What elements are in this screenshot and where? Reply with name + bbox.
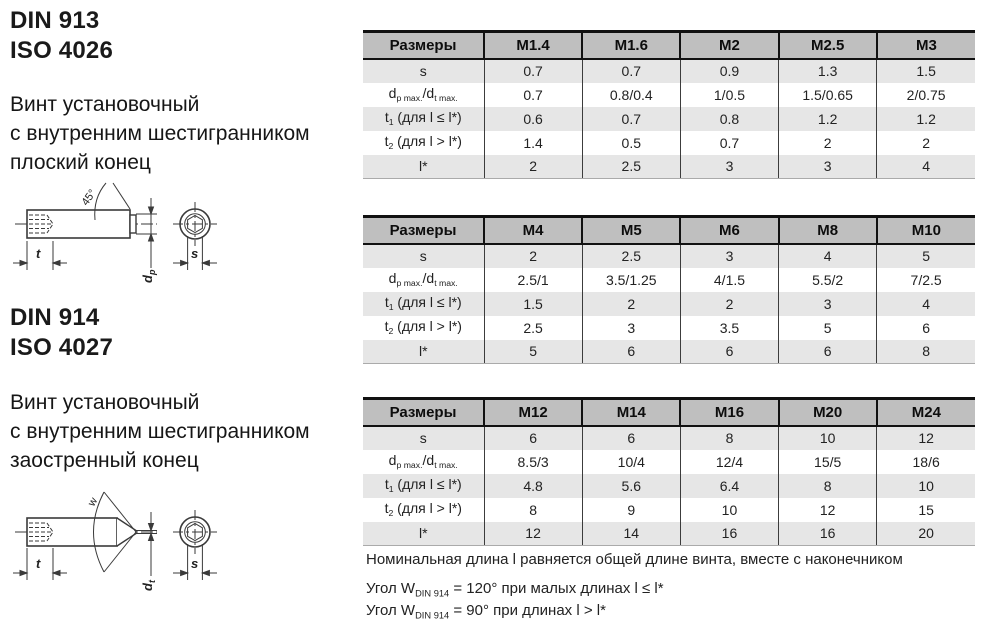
- dimensions-table-m1-4-to-m3: [363, 30, 975, 179]
- value-cell: 1.5/0.65: [779, 83, 877, 107]
- col-header-size: M5: [582, 217, 680, 244]
- value-cell: 5: [484, 340, 582, 364]
- table-row: [363, 522, 975, 546]
- subscript-segment: 1: [388, 117, 394, 128]
- screw-end-view: [173, 510, 217, 554]
- table-row: [363, 498, 975, 522]
- screw-cone-tip: [117, 518, 136, 546]
- standards-block-2: [10, 303, 113, 363]
- value-cell: 3: [680, 244, 778, 268]
- description-line: с внутренним шестигранником: [10, 420, 310, 443]
- value-cell: 2.5: [484, 316, 582, 340]
- value-cell: 10: [680, 498, 778, 522]
- cone-angle-label: w: [85, 495, 101, 509]
- subscript-segment: t max.: [434, 278, 458, 289]
- text-segment: (для l > l*): [393, 133, 462, 150]
- text-segment: Угол W: [366, 602, 416, 619]
- text-segment: t: [384, 318, 389, 335]
- value-cell: 1.4: [484, 131, 582, 155]
- row-label: [363, 498, 484, 522]
- dim-dp: [136, 198, 157, 268]
- dim-dt-label: $d_t$: [140, 580, 157, 591]
- subscript-segment: p max.: [396, 93, 423, 104]
- cone-point-set-screw-drawing: [5, 480, 240, 595]
- value-cell: 5: [779, 316, 877, 340]
- value-cell: 2.5: [582, 155, 680, 179]
- screw-flat-tip: [130, 215, 136, 233]
- col-header-size: M6: [680, 217, 778, 244]
- text-segment: d: [388, 452, 397, 469]
- value-cell: 18/6: [877, 450, 975, 474]
- table-header-row: [363, 399, 975, 426]
- value-cell: 0.7: [484, 59, 582, 83]
- subscript-segment: p max.: [396, 460, 423, 471]
- value-cell: 6.4: [680, 474, 778, 498]
- text-segment: s: [419, 63, 427, 79]
- row-label: [363, 474, 484, 498]
- value-cell: 4: [877, 292, 975, 316]
- table-row: [363, 474, 975, 498]
- col-header-size: M4: [484, 217, 582, 244]
- value-cell: 6: [680, 340, 778, 364]
- text-segment: Номинальная длина l равняется общей длине винта, вместе с наконечником: [366, 551, 903, 568]
- row-label: [363, 450, 484, 474]
- col-header-sizes: Размеры: [363, 32, 484, 59]
- text-segment: s: [419, 430, 427, 446]
- table-row: [363, 155, 975, 179]
- dimensions-table-m4-to-m10: [363, 215, 975, 364]
- col-header-sizes: Размеры: [363, 399, 484, 426]
- value-cell: 4: [779, 244, 877, 268]
- value-cell: 15/5: [779, 450, 877, 474]
- text-segment: Угол W: [366, 580, 416, 597]
- text-segment: s: [419, 248, 427, 264]
- subscript-segment: p max.: [396, 278, 423, 289]
- value-cell: 7/2.5: [877, 268, 975, 292]
- text-segment: d: [388, 85, 397, 102]
- value-cell: 0.9: [680, 59, 778, 83]
- text-segment: l*: [418, 525, 428, 542]
- text-segment: (для l ≤ l*): [393, 476, 462, 493]
- table-row: [363, 59, 975, 83]
- value-cell: 1.5: [484, 292, 582, 316]
- value-cell: 1.2: [877, 107, 975, 131]
- value-cell: 12: [877, 426, 975, 450]
- col-header-size: M1.6: [582, 32, 680, 59]
- value-cell: 1.5: [877, 59, 975, 83]
- row-label: [363, 522, 484, 546]
- table-row: [363, 268, 975, 292]
- col-header-size: M3: [877, 32, 975, 59]
- text-segment: /d: [422, 85, 435, 102]
- row-label: [363, 268, 484, 292]
- subscript-segment: 2: [388, 326, 394, 337]
- row-label: [363, 244, 484, 268]
- value-cell: 6: [877, 316, 975, 340]
- col-header-size: M16: [680, 399, 778, 426]
- col-header-size: M12: [484, 399, 582, 426]
- note-nominal-length: [366, 551, 903, 568]
- text-segment: = 120° при малых длинах l ≤ l*: [449, 580, 664, 597]
- table-row: [363, 292, 975, 316]
- value-cell: 3: [582, 316, 680, 340]
- dim-dp-label: $d_p$: [140, 269, 157, 283]
- table-header-row: [363, 32, 975, 59]
- value-cell: 8: [484, 498, 582, 522]
- dimensions-table-m12-to-m24: [363, 397, 975, 546]
- description-line: плоский конец: [10, 151, 151, 174]
- value-cell: 2: [484, 244, 582, 268]
- standards-block-1: [10, 6, 113, 66]
- col-header-size: M24: [877, 399, 975, 426]
- value-cell: 2: [484, 155, 582, 179]
- row-label: [363, 59, 484, 83]
- value-cell: 1.3: [779, 59, 877, 83]
- value-cell: 0.5: [582, 131, 680, 155]
- description-flat-point: [10, 90, 310, 177]
- col-header-size: M2.5: [779, 32, 877, 59]
- row-label: [363, 83, 484, 107]
- table-row: [363, 131, 975, 155]
- dim-dt: [136, 512, 157, 576]
- flat-point-set-screw-drawing: [5, 178, 240, 288]
- value-cell: 5.5/2: [779, 268, 877, 292]
- col-header-size: M10: [877, 217, 975, 244]
- iso-4027-heading: ISO 4027: [10, 334, 114, 361]
- text-segment: t: [384, 500, 389, 517]
- value-cell: 9: [582, 498, 680, 522]
- row-label: [363, 316, 484, 340]
- value-cell: 6: [582, 340, 680, 364]
- description-line: Винт установочный: [10, 391, 200, 414]
- subscript-segment: 2: [388, 508, 394, 519]
- row-label: [363, 292, 484, 316]
- value-cell: 3.5: [680, 316, 778, 340]
- value-cell: 20: [877, 522, 975, 546]
- table-row: [363, 83, 975, 107]
- table-row: [363, 244, 975, 268]
- value-cell: 2.5/1: [484, 268, 582, 292]
- table-row: [363, 426, 975, 450]
- value-cell: 6: [484, 426, 582, 450]
- text-segment: t: [384, 109, 389, 126]
- subscript-segment: 1: [388, 302, 394, 313]
- value-cell: 2/0.75: [877, 83, 975, 107]
- value-cell: 3: [779, 155, 877, 179]
- value-cell: 10/4: [582, 450, 680, 474]
- row-label: [363, 107, 484, 131]
- value-cell: 16: [680, 522, 778, 546]
- text-segment: (для l ≤ l*): [393, 294, 462, 311]
- value-cell: 0.8/0.4: [582, 83, 680, 107]
- value-cell: 0.6: [484, 107, 582, 131]
- value-cell: 16: [779, 522, 877, 546]
- iso-4026-heading: ISO 4026: [10, 37, 114, 64]
- text-segment: d: [388, 270, 397, 287]
- subscript-segment: DIN 914: [415, 588, 450, 599]
- value-cell: 2: [779, 131, 877, 155]
- value-cell: 0.8: [680, 107, 778, 131]
- value-cell: 8: [877, 340, 975, 364]
- value-cell: 12/4: [680, 450, 778, 474]
- value-cell: 1.2: [779, 107, 877, 131]
- col-header-size: M8: [779, 217, 877, 244]
- value-cell: 8: [779, 474, 877, 498]
- table-row: [363, 340, 975, 364]
- value-cell: 12: [484, 522, 582, 546]
- value-cell: 4/1.5: [680, 268, 778, 292]
- subscript-segment: 1: [388, 484, 394, 495]
- value-cell: 8.5/3: [484, 450, 582, 474]
- table-header-row: [363, 217, 975, 244]
- dim-s-label: s: [191, 246, 199, 261]
- value-cell: 4.8: [484, 474, 582, 498]
- col-header-size: M1.4: [484, 32, 582, 59]
- value-cell: 6: [582, 426, 680, 450]
- text-segment: (для l ≤ l*): [393, 109, 462, 126]
- description-line: заостренный конец: [10, 449, 199, 472]
- dim-t-label: t: [36, 556, 41, 571]
- value-cell: 14: [582, 522, 680, 546]
- value-cell: 15: [877, 498, 975, 522]
- value-cell: 2.5: [582, 244, 680, 268]
- row-label: [363, 426, 484, 450]
- row-label: [363, 155, 484, 179]
- value-cell: 2: [582, 292, 680, 316]
- table-row: [363, 450, 975, 474]
- value-cell: 2: [680, 292, 778, 316]
- value-cell: 4: [877, 155, 975, 179]
- value-cell: 2: [877, 131, 975, 155]
- col-header-size: M14: [582, 399, 680, 426]
- value-cell: 3: [779, 292, 877, 316]
- value-cell: 0.7: [484, 83, 582, 107]
- col-header-size: M20: [779, 399, 877, 426]
- table-row: [363, 107, 975, 131]
- note-angle-120: [366, 580, 664, 598]
- value-cell: 12: [779, 498, 877, 522]
- value-cell: 0.7: [582, 107, 680, 131]
- dim-s-label: s: [191, 556, 199, 571]
- subscript-segment: t max.: [434, 93, 458, 104]
- text-segment: (для l > l*): [393, 500, 462, 517]
- col-header-sizes: Размеры: [363, 217, 484, 244]
- row-label: [363, 131, 484, 155]
- text-segment: l*: [418, 343, 428, 360]
- text-segment: /d: [422, 452, 435, 469]
- din-913-heading: DIN 913: [10, 7, 100, 34]
- value-cell: 10: [877, 474, 975, 498]
- note-angle-90: [366, 602, 606, 620]
- col-header-size: M2: [680, 32, 778, 59]
- description-line: с внутренним шестигранником: [10, 122, 310, 145]
- screw-end-view: [173, 202, 217, 246]
- dim-t-label: t: [36, 246, 41, 261]
- value-cell: 6: [779, 340, 877, 364]
- value-cell: 10: [779, 426, 877, 450]
- text-segment: /d: [422, 270, 435, 287]
- value-cell: 0.7: [680, 131, 778, 155]
- value-cell: 5: [877, 244, 975, 268]
- subscript-segment: DIN 914: [415, 610, 450, 621]
- screw-body: [27, 518, 117, 546]
- text-segment: t: [384, 133, 389, 150]
- text-segment: t: [384, 476, 389, 493]
- row-label: [363, 340, 484, 364]
- din-914-heading: DIN 914: [10, 304, 100, 331]
- value-cell: 8: [680, 426, 778, 450]
- subscript-segment: 2: [388, 141, 394, 152]
- text-segment: = 90° при длинах l > l*: [449, 602, 606, 619]
- text-segment: (для l > l*): [393, 318, 462, 335]
- text-segment: l*: [418, 158, 428, 175]
- text-segment: t: [384, 294, 389, 311]
- value-cell: 3: [680, 155, 778, 179]
- description-line: Винт установочный: [10, 93, 200, 116]
- chamfer-angle-label: 45°: [79, 187, 99, 208]
- value-cell: 3.5/1.25: [582, 268, 680, 292]
- value-cell: 5.6: [582, 474, 680, 498]
- value-cell: 1/0.5: [680, 83, 778, 107]
- value-cell: 0.7: [582, 59, 680, 83]
- subscript-segment: t max.: [434, 460, 458, 471]
- table-row: [363, 316, 975, 340]
- description-cone-point: [10, 388, 310, 475]
